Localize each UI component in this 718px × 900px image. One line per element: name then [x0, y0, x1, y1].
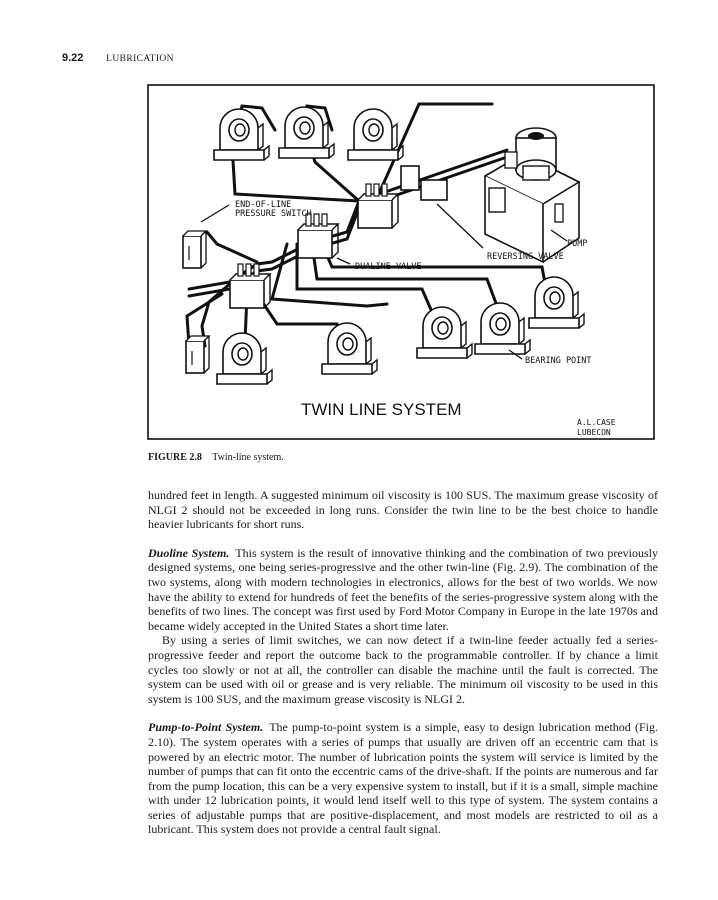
credit-name: A.L.CASE	[577, 418, 616, 427]
credit-org: LUBECON	[577, 428, 611, 437]
duoline-heading: Duoline System.	[148, 545, 230, 560]
label-bearing-point: BEARING POINT	[525, 356, 592, 366]
paragraph-pump-to-point	[148, 720, 658, 837]
running-header	[62, 52, 174, 64]
figure-caption	[148, 452, 284, 463]
pump-to-point-heading: Pump-to-Point System.	[148, 720, 264, 735]
drawing-credit	[577, 418, 616, 437]
running-title: LUBRICATION	[106, 54, 174, 64]
label-pump: PUMP	[567, 239, 588, 249]
diagram-title: TWIN LINE SYSTEM	[301, 400, 462, 419]
body-text	[148, 488, 658, 837]
label-end-of-line: END-OF-LINE	[235, 200, 292, 210]
label-reversing-valve: REVERSING VALVE	[487, 252, 564, 262]
paragraph-3: By using a series of limit switches, we can now detect if a twin-line feeder actually fed a series-progressive feeder and report the outcome back to the programmable controller. If by chance a limit cycles too slowly or not at all, the controller can disable the machine until the fault is corrected. The system can be used with oil or grease and is very reliable. The minimum oil viscosity to be used in this system is 100 SUS, and the maximum grease viscosity is NLGI 2.	[148, 633, 658, 706]
label-dualine-valve: DUALINE VALVE	[355, 262, 422, 272]
figure-twin-line-diagram	[147, 84, 655, 440]
pump-to-point-text: The pump-to-point system is a simple, easy to design lubrication method (Fig. 2.10). The system operates with a series of pumps that usually are driven off an eccentric cam that is powered by an electric motor. The number of lubrication points the system will service is limited by the number of pumps that can fit onto the eccentric cams of the drive-shaft. If the points are numerous and far from the pump location, this can be a very expensive system to install, but if it is a small, simple machine with under 12 lubrication points, it would lend itself well to this type of system. The system contains a series of adjustable pumps that are positive-displacement, and most models are restricted to oil as a lubricant. This system does not provide a central fault signal.	[148, 720, 658, 837]
twin-line-diagram	[147, 84, 655, 440]
duoline-text: This system is the result of innovative thinking and the combination of two previously designed systems, one being series-progressive and the other twin-line (Fig. 2.9). The combination of the two systems, along with modern technologies in electronics, allows for the best of two worlds. We now have the ability to extend for hundreds of feet the benefits of the series-progressive system along with the benefits of two lines. The concept was first used by Ford Motor Company in Europe in the late 1970s and became widely accepted in the United States a short time later.	[148, 545, 659, 633]
page-number: 9.22	[62, 52, 84, 64]
paragraph-1: hundred feet in length. A suggested minimum oil viscosity is 100 SUS. The maximum grease viscosity of NLGI 2 should not be exceeded in long runs. Consider the twin line to be the best choice to handle heavier lubricants for short runs.	[148, 488, 658, 532]
figure-caption-text: Twin-line system.	[212, 452, 284, 463]
paragraph-duoline	[148, 546, 658, 634]
label-pressure-switch: PRESSURE SWITCH	[235, 209, 312, 219]
figure-caption-number: FIGURE 2.8	[148, 452, 202, 463]
